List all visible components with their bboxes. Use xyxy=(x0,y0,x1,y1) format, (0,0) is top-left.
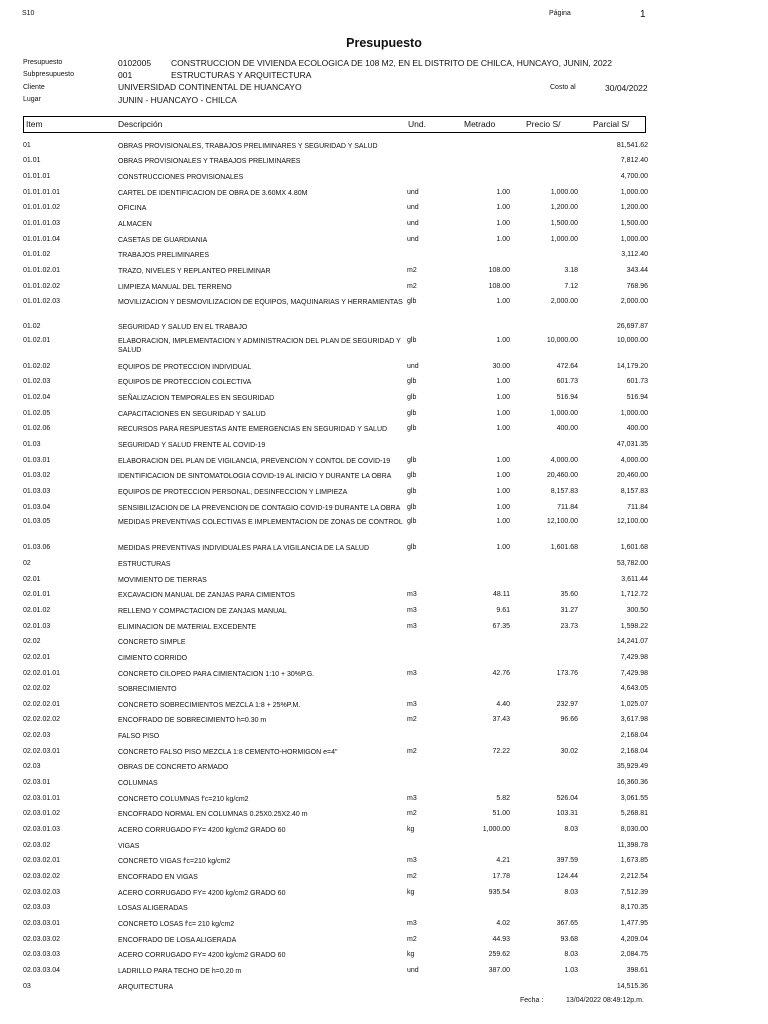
cell-desc: CONSTRUCCIONES PROVISIONALES xyxy=(118,174,244,181)
cell-und: kg xyxy=(407,826,415,833)
cell-par: 47,031.35 xyxy=(616,441,648,448)
costo-value: 30/04/2022 xyxy=(605,83,648,93)
cell-par: 1,673.85 xyxy=(620,857,648,864)
cell-pre: 1,000.00 xyxy=(550,189,578,196)
cell-und: glb xyxy=(407,518,417,525)
cell-par: 4,209.04 xyxy=(620,936,648,943)
cell-item: 01.02.01 xyxy=(23,337,51,344)
cell-item: 01.01.02.03 xyxy=(23,298,60,305)
cell-item: 02 xyxy=(23,560,31,567)
cell-desc: MOVIMIENTO DE TIERRAS xyxy=(118,577,207,584)
presupuesto-label: Presupuesto xyxy=(23,59,63,66)
cell-item: 01.03 xyxy=(23,441,41,448)
cell-par: 601.73 xyxy=(626,378,648,385)
cell-par: 1,477.95 xyxy=(620,920,648,927)
cell-par: 35,929.49 xyxy=(616,763,648,770)
cell-und: und xyxy=(407,189,419,196)
cell-par: 8,030.00 xyxy=(620,826,648,833)
cell-par: 2,168.04 xyxy=(620,748,648,755)
cell-desc: ELABORACION DEL PLAN DE VIGILANCIA, PREVENCION Y CONTOL DE COVID-19 xyxy=(118,458,391,465)
cell-item: 01.03.01 xyxy=(23,457,51,464)
cliente-value: UNIVERSIDAD CONTINENTAL DE HUANCAYO xyxy=(118,82,302,92)
cell-item: 01.03.06 xyxy=(23,544,51,551)
cell-und: kg xyxy=(407,889,415,896)
cell-pre: 601.73 xyxy=(556,378,578,385)
cell-item: 02.03.03 xyxy=(23,904,51,911)
cell-met: 1.00 xyxy=(496,425,510,432)
cell-und: m2 xyxy=(407,716,417,723)
cell-desc: LIMPIEZA MANUAL DEL TERRENO xyxy=(118,284,232,291)
cell-par: 711.84 xyxy=(627,504,648,511)
cell-par: 1,025.07 xyxy=(620,701,648,708)
cell-desc: ACERO CORRUGADO FY= 4200 kg/cm2 GRADO 60 xyxy=(118,890,286,897)
cell-pre: 8.03 xyxy=(564,889,578,896)
subpresupuesto-code: 001 xyxy=(118,70,133,80)
cell-und: m2 xyxy=(407,283,417,290)
cell-pre: 711.84 xyxy=(557,504,578,511)
cell-item: 01.01.02.02 xyxy=(23,283,60,290)
cell-item: 02.02.01 xyxy=(23,654,51,661)
cell-pre: 1,000.00 xyxy=(550,236,578,243)
cell-und: kg xyxy=(407,951,415,958)
cell-desc: LOSAS ALIGERADAS xyxy=(118,905,188,912)
cell-pre: 10,000.00 xyxy=(546,337,578,344)
header-und: Und. xyxy=(408,119,426,129)
cell-desc: ELIMINACION DE MATERIAL EXCEDENTE xyxy=(118,624,257,631)
cell-desc: EXCAVACION MANUAL DE ZANJAS PARA CIMIENTOS xyxy=(118,592,295,599)
cell-pre: 103.31 xyxy=(556,810,578,817)
cell-desc: CONCRETO CILOPEO PARA CIMIENTACION 1:10 + 30%P.G. xyxy=(118,671,315,678)
cell-item: 01.01 xyxy=(23,157,41,164)
cell-met: 108.00 xyxy=(488,267,510,274)
cell-par: 1,200.00 xyxy=(620,204,648,211)
cell-und: m2 xyxy=(407,936,417,943)
cell-par: 16,360.36 xyxy=(616,779,648,786)
cell-par: 81,541.62 xyxy=(616,142,648,149)
cell-item: 02.03.03.04 xyxy=(23,967,60,974)
cell-pre: 1.03 xyxy=(564,967,578,974)
cell-pre: 12,100.00 xyxy=(546,518,578,525)
cell-und: und xyxy=(407,363,419,370)
cell-pre: 472.64 xyxy=(556,363,578,370)
cell-item: 01.02.05 xyxy=(23,410,51,417)
cell-desc: CONCRETO COLUMNAS f'c=210 kg/cm2 xyxy=(118,796,249,803)
cell-pre: 232.97 xyxy=(556,701,578,708)
header-descripcion: Descripción xyxy=(118,119,163,129)
cell-und: m3 xyxy=(407,607,417,614)
cell-desc: ALMACEN xyxy=(118,221,152,228)
cell-met: 37.43 xyxy=(492,716,510,723)
cell-par: 10,000.00 xyxy=(616,337,648,344)
cell-item: 01.01.01.01 xyxy=(23,189,60,196)
cell-met: 1.00 xyxy=(496,378,510,385)
cell-pre: 8.03 xyxy=(564,826,578,833)
cell-und: m3 xyxy=(407,701,417,708)
cell-item: 01 xyxy=(23,142,31,149)
cell-par: 2,212.54 xyxy=(620,873,648,880)
cell-met: 1.00 xyxy=(496,298,510,305)
cell-desc: EQUIPOS DE PROTECCION PERSONAL, DESINFECCION Y LIMPIEZA xyxy=(118,489,348,496)
cell-desc: FALSO PISO xyxy=(118,733,160,740)
cell-item: 01.02.02 xyxy=(23,363,51,370)
cell-und: glb xyxy=(407,337,417,344)
cell-pre: 1,200.00 xyxy=(550,204,578,211)
fecha-label: Fecha : xyxy=(520,997,544,1004)
cell-item: 01.01.02.01 xyxy=(23,267,60,274)
cell-par: 1,000.00 xyxy=(620,236,648,243)
cell-desc: MEDIDAS PREVENTIVAS INDIVIDUALES PARA LA VIGILANCIA DE LA SALUD xyxy=(118,545,370,552)
page-number: 1 xyxy=(640,9,646,20)
cell-item: 02.03.03.01 xyxy=(23,920,60,927)
cell-desc: RELLENO Y COMPACTACION DE ZANJAS MANUAL xyxy=(118,608,287,615)
cell-item: 02.03 xyxy=(23,763,41,770)
cell-pre: 1,500.00 xyxy=(550,220,578,227)
cell-desc: ESTRUCTURAS xyxy=(118,561,171,568)
cell-pre: 397.59 xyxy=(556,857,578,864)
cell-und: glb xyxy=(407,394,417,401)
subpresupuesto-label: Subpresupuesto xyxy=(23,71,74,78)
cell-par: 20,460.00 xyxy=(616,472,648,479)
cell-par: 12,100.00 xyxy=(616,518,648,525)
cell-par: 400.00 xyxy=(626,425,648,432)
cell-pre: 526.04 xyxy=(556,795,578,802)
cell-pre: 3.18 xyxy=(564,267,578,274)
costo-label: Costo al xyxy=(550,84,576,91)
cell-desc: ACERO CORRUGADO FY= 4200 kg/cm2 GRADO 60 xyxy=(118,952,286,959)
cell-pre: 367.65 xyxy=(556,920,578,927)
cell-item: 01.02.06 xyxy=(23,425,51,432)
cell-met: 30.00 xyxy=(492,363,510,370)
subpresupuesto-desc: ESTRUCTURAS Y ARQUITECTURA xyxy=(171,70,312,80)
cell-met: 1,000.00 xyxy=(482,826,510,833)
cell-par: 398.61 xyxy=(626,967,648,974)
cell-par: 7,429.98 xyxy=(620,670,648,677)
cell-met: 9.61 xyxy=(496,607,510,614)
header-item: Item xyxy=(26,119,43,129)
cell-desc: SOBRECIMIENTO xyxy=(118,686,177,693)
cell-par: 516.94 xyxy=(626,394,648,401)
cell-item: 02.03.02 xyxy=(23,842,51,849)
cell-und: glb xyxy=(407,425,417,432)
cell-met: 259.62 xyxy=(488,951,510,958)
cell-par: 2,000.00 xyxy=(620,298,648,305)
cell-par: 4,000.00 xyxy=(620,457,648,464)
cell-desc: CONCRETO SIMPLE xyxy=(118,639,186,646)
cell-desc: MOVILIZACION Y DESMOVILIZACION DE EQUIPOS, MAQUINARIAS Y HERRAMIENTAS xyxy=(118,299,403,306)
cell-und: m2 xyxy=(407,267,417,274)
cell-par: 7,512.39 xyxy=(620,889,648,896)
cell-desc: OBRAS PROVISIONALES Y TRABAJOS PRELIMINARES xyxy=(118,158,301,165)
cell-desc: OBRAS PROVISIONALES, TRABAJOS PRELIMINARES Y SEGURIDAD Y SALUD xyxy=(118,143,378,150)
cell-pre: 2,000.00 xyxy=(550,298,578,305)
cell-par: 1,500.00 xyxy=(620,220,648,227)
cell-par: 1,598.22 xyxy=(620,623,648,630)
cell-pre: 124.44 xyxy=(556,873,578,880)
cell-met: 17.78 xyxy=(492,873,510,880)
cell-desc: CONCRETO FALSO PISO MEZCLA 1:8 CEMENTO-HORMIGON e=4" xyxy=(118,749,338,756)
cell-met: 67.35 xyxy=(492,623,510,630)
cell-desc: ENCOFRADO NORMAL EN COLUMNAS 0.25X0.25X2.40 m xyxy=(118,811,308,818)
cell-item: 01.03.03 xyxy=(23,488,51,495)
cell-desc: CARTEL DE IDENTIFICACION DE OBRA DE 3.60MX 4.80M xyxy=(118,190,308,197)
cell-pre: 35.60 xyxy=(560,591,578,598)
cell-par: 53,782.00 xyxy=(616,560,648,567)
cell-item: 02.03.01 xyxy=(23,779,51,786)
cell-met: 1.00 xyxy=(496,457,510,464)
header-parcial: Parcial S/ xyxy=(593,119,630,129)
cell-par: 1,712.72 xyxy=(620,591,648,598)
cliente-label: Cliente xyxy=(23,84,45,91)
cell-met: 4.02 xyxy=(496,920,510,927)
cell-met: 1.00 xyxy=(496,518,510,525)
cell-met: 108.00 xyxy=(488,283,510,290)
cell-desc: CONCRETO LOSAS f'c= 210 kg/cm2 xyxy=(118,921,235,928)
cell-item: 02.03.01.03 xyxy=(23,826,60,833)
cell-par: 7,429.98 xyxy=(620,654,648,661)
cell-pre: 173.76 xyxy=(556,670,578,677)
cell-met: 51.00 xyxy=(492,810,510,817)
cell-met: 1.00 xyxy=(496,410,510,417)
cell-desc: ENCOFRADO DE LOSA ALIGERADA xyxy=(118,937,237,944)
cell-item: 01.03.05 xyxy=(23,518,51,525)
cell-und: glb xyxy=(407,410,417,417)
cell-desc: COLUMNAS xyxy=(118,780,158,787)
cell-desc: CASETAS DE GUARDIANIA xyxy=(118,237,208,244)
cell-und: glb xyxy=(407,457,417,464)
cell-par: 3,061.55 xyxy=(620,795,648,802)
cell-pre: 1,601.68 xyxy=(550,544,578,551)
cell-desc: VIGAS xyxy=(118,843,140,850)
cell-desc: TRABAJOS PRELIMINARES xyxy=(118,252,210,259)
fecha-value: 13/04/2022 08:49:12p.m. xyxy=(566,997,644,1004)
cell-item: 01.01.01.03 xyxy=(23,220,60,227)
cell-item: 02.02.03 xyxy=(23,732,51,739)
cell-und: glb xyxy=(407,504,417,511)
cell-item: 01.01.01.04 xyxy=(23,236,60,243)
cell-und: glb xyxy=(407,544,417,551)
cell-und: m3 xyxy=(407,920,417,927)
cell-desc: CONCRETO SOBRECIMIENTOS MEZCLA 1:8 + 25%P.M. xyxy=(118,702,301,709)
cell-desc: MEDIDAS PREVENTIVAS COLECTIVAS E IMPLEMENTACION DE ZONAS DE CONTROL xyxy=(118,519,403,526)
cell-desc: TRAZO, NIVELES Y REPLANTEO PRELIMINAR xyxy=(118,268,271,275)
cell-par: 1,601.68 xyxy=(620,544,648,551)
cell-par: 14,515.36 xyxy=(616,983,648,990)
cell-item: 01.01.01 xyxy=(23,173,51,180)
cell-pre: 30.02 xyxy=(560,748,578,755)
cell-desc: OFICINA xyxy=(118,205,147,212)
cell-met: 1.00 xyxy=(496,472,510,479)
cell-met: 1.00 xyxy=(496,204,510,211)
presupuesto-desc: CONSTRUCCION DE VIVIENDA ECOLOGICA DE 108 M2, EN EL DISTRITO DE CHILCA, HUNCAYO, JUNIN, 2022 xyxy=(171,58,612,68)
cell-par: 4,643.05 xyxy=(620,685,648,692)
cell-met: 1.00 xyxy=(496,189,510,196)
page-label: Página xyxy=(549,10,571,17)
cell-met: 42.76 xyxy=(492,670,510,677)
cell-par: 300.50 xyxy=(626,607,648,614)
cell-item: 02.03.03.03 xyxy=(23,951,60,958)
cell-par: 768.96 xyxy=(626,283,648,290)
cell-met: 1.00 xyxy=(496,544,510,551)
cell-desc: EQUIPOS DE PROTECCION COLECTIVA xyxy=(118,379,252,386)
cell-par: 2,168.04 xyxy=(620,732,648,739)
cell-item: 01.01.02 xyxy=(23,251,51,258)
cell-desc: ENCOFRADO DE SOBRECIMIENTO h=0.30 m xyxy=(118,717,267,724)
cell-met: 1.00 xyxy=(496,488,510,495)
cell-und: m2 xyxy=(407,810,417,817)
cell-pre: 8.03 xyxy=(564,951,578,958)
cell-item: 01.02.03 xyxy=(23,378,51,385)
cell-desc: ARQUITECTURA xyxy=(118,984,174,991)
cell-item: 02.03.01.01 xyxy=(23,795,60,802)
cell-met: 4.40 xyxy=(496,701,510,708)
cell-und: glb xyxy=(407,488,417,495)
cell-item: 01.02.04 xyxy=(23,394,51,401)
cell-desc: ELABORACION, IMPLEMENTACION Y ADMINISTRACION DEL PLAN DE SEGURIDAD Y SALUD xyxy=(118,338,401,354)
cell-desc: SENSIBILIZACION DE LA PREVENCION DE CONTAGIO COVID-19 DURANTE LA OBRA xyxy=(118,505,401,512)
cell-pre: 31.27 xyxy=(560,607,578,614)
cell-und: und xyxy=(407,204,419,211)
lugar-value: JUNIN - HUANCAYO - CHILCA xyxy=(118,95,237,105)
cell-desc: SEGURIDAD Y SALUD FRENTE AL COVID-19 xyxy=(118,442,266,449)
cell-und: m3 xyxy=(407,795,417,802)
cell-item: 02.01.02 xyxy=(23,607,51,614)
presupuesto-code: 0102005 xyxy=(118,58,152,68)
cell-pre: 1,000.00 xyxy=(550,410,578,417)
cell-und: und xyxy=(407,220,419,227)
cell-item: 02.01 xyxy=(23,576,41,583)
cell-item: 02.02.02.02 xyxy=(23,716,60,723)
cell-item: 02.03.03.02 xyxy=(23,936,60,943)
cell-item: 01.03.04 xyxy=(23,504,51,511)
cell-desc: IDENTIFICACION DE SINTOMATOLOGIA COVID-19 AL INICIO Y DURANTE LA OBRA xyxy=(118,473,392,480)
cell-met: 1.00 xyxy=(496,504,510,511)
cell-pre: 96.66 xyxy=(560,716,578,723)
header-metrado: Metrado xyxy=(464,119,496,129)
cell-item: 02.03.02.02 xyxy=(23,873,60,880)
cell-desc: ACERO CORRUGADO FY= 4200 kg/cm2 GRADO 60 xyxy=(118,827,286,834)
report-code: S10 xyxy=(22,10,35,17)
cell-par: 1,000.00 xyxy=(620,410,648,417)
cell-par: 3,112.40 xyxy=(621,251,648,258)
cell-par: 3,617.98 xyxy=(620,716,648,723)
cell-met: 44.93 xyxy=(492,936,510,943)
cell-pre: 93.68 xyxy=(560,936,578,943)
cell-par: 343.44 xyxy=(626,267,648,274)
cell-und: und xyxy=(407,967,419,974)
cell-item: 01.03.02 xyxy=(23,472,51,479)
cell-pre: 400.00 xyxy=(556,425,578,432)
cell-pre: 4,000.00 xyxy=(550,457,578,464)
cell-item: 02.02.01.01 xyxy=(23,670,60,677)
cell-und: glb xyxy=(407,472,417,479)
cell-item: 02.02.02 xyxy=(23,685,51,692)
header-precio: Precio S/ xyxy=(526,119,561,129)
cell-item: 02.03.01.02 xyxy=(23,810,60,817)
cell-pre: 8,157.83 xyxy=(550,488,578,495)
cell-met: 5.82 xyxy=(496,795,510,802)
cell-met: 1.00 xyxy=(496,337,510,344)
cell-desc: EQUIPOS DE PROTECCION INDIVIDUAL xyxy=(118,364,252,371)
cell-und: m3 xyxy=(407,857,417,864)
cell-met: 1.00 xyxy=(496,236,510,243)
cell-par: 11,398.78 xyxy=(617,842,648,849)
cell-par: 26,697.87 xyxy=(616,323,648,330)
cell-desc: RECURSOS PARA RESPUESTAS ANTE EMERGENCIAS EN SEGURIDAD Y SALUD xyxy=(118,426,388,433)
cell-item: 01.02 xyxy=(23,323,41,330)
cell-desc: CAPACITACIONES EN SEGURIDAD Y SALUD xyxy=(118,411,266,418)
cell-par: 1,000.00 xyxy=(620,189,648,196)
cell-item: 02.02 xyxy=(23,638,41,645)
cell-item: 02.01.03 xyxy=(23,623,51,630)
cell-desc: SEÑALIZACION TEMPORALES EN SEGURIDAD xyxy=(118,395,275,402)
cell-und: glb xyxy=(407,378,417,385)
cell-pre: 7.12 xyxy=(564,283,578,290)
cell-met: 48.11 xyxy=(493,591,510,598)
cell-item: 02.02.03.01 xyxy=(23,748,60,755)
cell-und: und xyxy=(407,236,419,243)
cell-par: 14,241.07 xyxy=(616,638,648,645)
cell-und: m2 xyxy=(407,873,417,880)
cell-item: 02.02.02.01 xyxy=(23,701,60,708)
cell-und: m3 xyxy=(407,623,417,630)
cell-par: 2,084.75 xyxy=(620,951,648,958)
cell-und: m2 xyxy=(407,748,417,755)
cell-pre: 23.73 xyxy=(560,623,578,630)
cell-par: 3,611.44 xyxy=(621,576,648,583)
cell-par: 14,179.20 xyxy=(616,363,648,370)
cell-par: 8,170.35 xyxy=(620,904,648,911)
cell-item: 01.01.01.02 xyxy=(23,204,60,211)
cell-pre: 20,460.00 xyxy=(546,472,578,479)
cell-und: glb xyxy=(407,298,417,305)
lugar-label: Lugar xyxy=(23,96,41,103)
cell-par: 8,157.83 xyxy=(620,488,648,495)
cell-met: 72.22 xyxy=(492,748,510,755)
cell-desc: LADRILLO PARA TECHO DE h=0.20 m xyxy=(118,968,242,975)
cell-item: 02.03.02.03 xyxy=(23,889,60,896)
cell-pre: 516.94 xyxy=(556,394,578,401)
cell-und: m3 xyxy=(407,670,417,677)
cell-und: m3 xyxy=(407,591,417,598)
page-title: Presupuesto xyxy=(346,36,422,50)
cell-desc: ENCOFRADO EN VIGAS xyxy=(118,874,198,881)
cell-item: 02.03.02.01 xyxy=(23,857,60,864)
cell-par: 7,812.40 xyxy=(620,157,648,164)
cell-met: 387.00 xyxy=(488,967,510,974)
cell-par: 5,268.81 xyxy=(620,810,648,817)
cell-par: 4,700.00 xyxy=(620,173,648,180)
cell-desc: CONCRETO VIGAS f'c=210 kg/cm2 xyxy=(118,858,231,865)
cell-desc: CIMIENTO CORRIDO xyxy=(118,655,188,662)
cell-item: 02.01.01 xyxy=(23,591,51,598)
cell-met: 935.54 xyxy=(488,889,510,896)
cell-item: 03 xyxy=(23,983,31,990)
cell-met: 4.21 xyxy=(496,857,510,864)
cell-desc: SEGURIDAD Y SALUD EN EL TRABAJO xyxy=(118,324,248,331)
cell-desc: OBRAS DE CONCRETO ARMADO xyxy=(118,764,229,771)
cell-met: 1.00 xyxy=(496,394,510,401)
cell-met: 1.00 xyxy=(496,220,510,227)
